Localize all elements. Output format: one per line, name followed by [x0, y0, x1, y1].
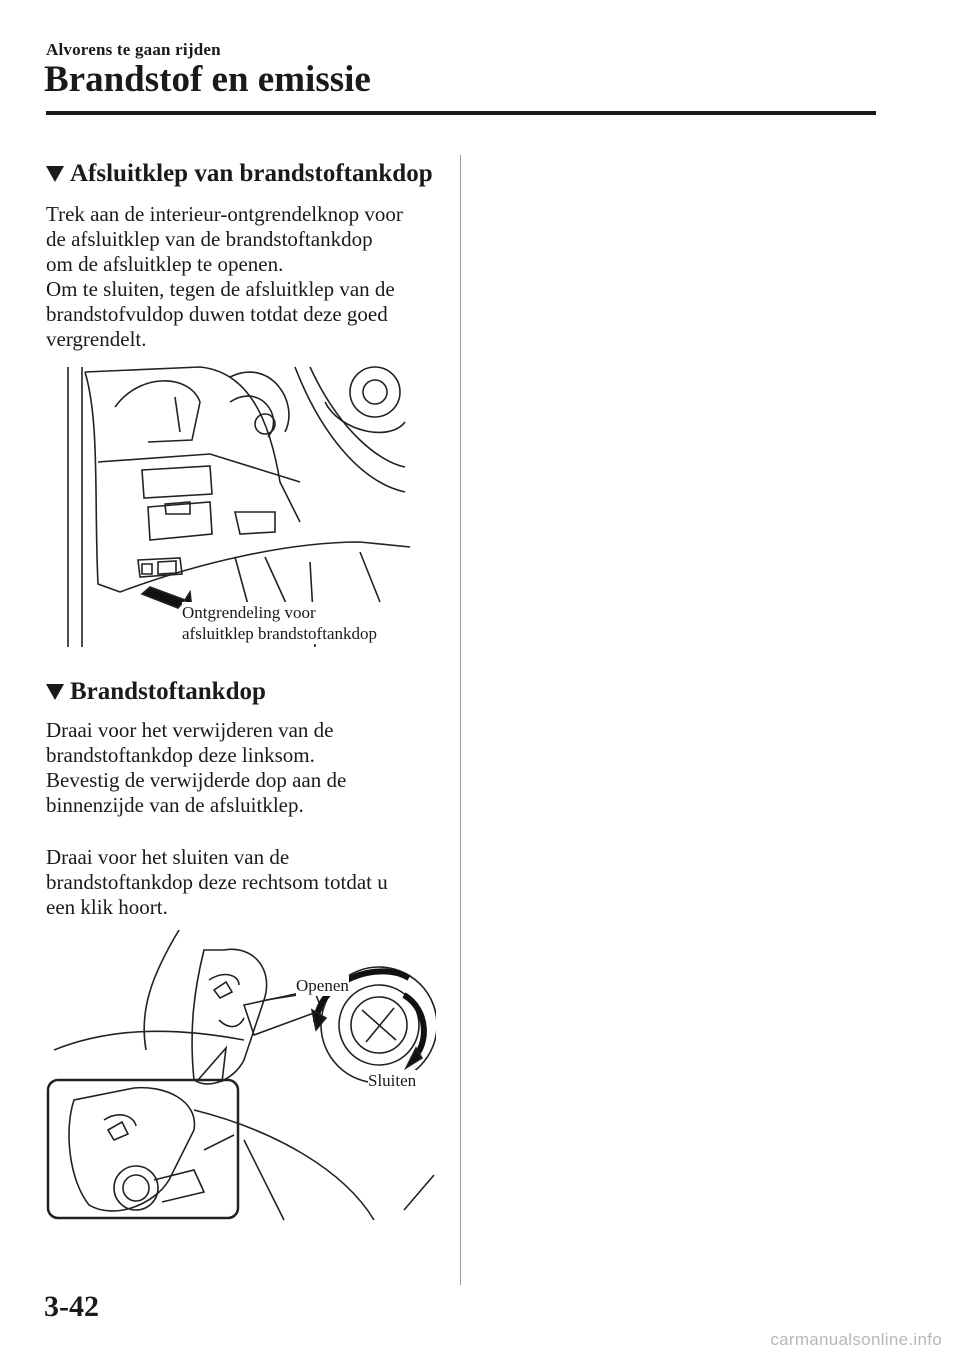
- title-rule: [46, 111, 876, 115]
- figure-dashboard-release: [60, 362, 420, 652]
- text-line: brandstofvuldop duwen totdat deze goed: [46, 302, 388, 326]
- fuel-lid-paragraph: [46, 202, 446, 352]
- triangle-bullet-icon: [46, 166, 64, 182]
- open-direction-label: Openen: [296, 976, 349, 995]
- text-line: de afsluitklep van de brandstoftankdop: [46, 227, 373, 251]
- text-line: brandstoftankdop deze rechtsom totdat u: [46, 870, 388, 894]
- fuel-cap-paragraph-2: [46, 845, 446, 920]
- text-line: Bevestig de verwijderde dop aan de: [46, 768, 347, 792]
- section-heading-fuel-lid: [46, 160, 433, 188]
- text-line: brandstoftankdop deze linksom.: [46, 743, 315, 767]
- fuel-cap-paragraph-1: [46, 718, 446, 818]
- section-heading-fuel-cap: [46, 678, 266, 706]
- section-heading-text: Brandstoftankdop: [70, 678, 266, 705]
- section-heading-text: Afsluitklep van brandstoftankdop: [70, 160, 433, 187]
- label-line: afsluitklep brandstoftankdop: [182, 624, 377, 643]
- text-line: vergrendelt.: [46, 327, 147, 351]
- release-lever-label: [182, 602, 377, 644]
- page-number: 3-42: [44, 1290, 99, 1323]
- text-line: een klik hoort.: [46, 895, 168, 919]
- text-line: Draai voor het verwijderen van de: [46, 718, 334, 742]
- text-line: binnenzijde van de afsluitklep.: [46, 793, 304, 817]
- triangle-bullet-icon: [46, 684, 64, 700]
- column-divider: [460, 155, 461, 1285]
- inset-zoom-frame: [48, 1080, 238, 1218]
- text-line: Om te sluiten, tegen de afsluitklep van de: [46, 277, 395, 301]
- text-line: Draai voor het sluiten van de: [46, 845, 290, 869]
- label-line: Ontgrendeling voor: [182, 603, 316, 622]
- page-title: Brandstof en emissie: [44, 59, 371, 100]
- close-direction-label: Sluiten: [368, 1071, 417, 1090]
- figure-fuel-cap: [44, 930, 436, 1225]
- text-line: om de afsluitklep te openen.: [46, 252, 284, 276]
- breadcrumb: Alvorens te gaan rijden: [46, 40, 221, 59]
- watermark: carmanualsonline.info: [770, 1330, 942, 1349]
- text-line: Trek aan de interieur-ontgrendelknop voor: [46, 202, 403, 226]
